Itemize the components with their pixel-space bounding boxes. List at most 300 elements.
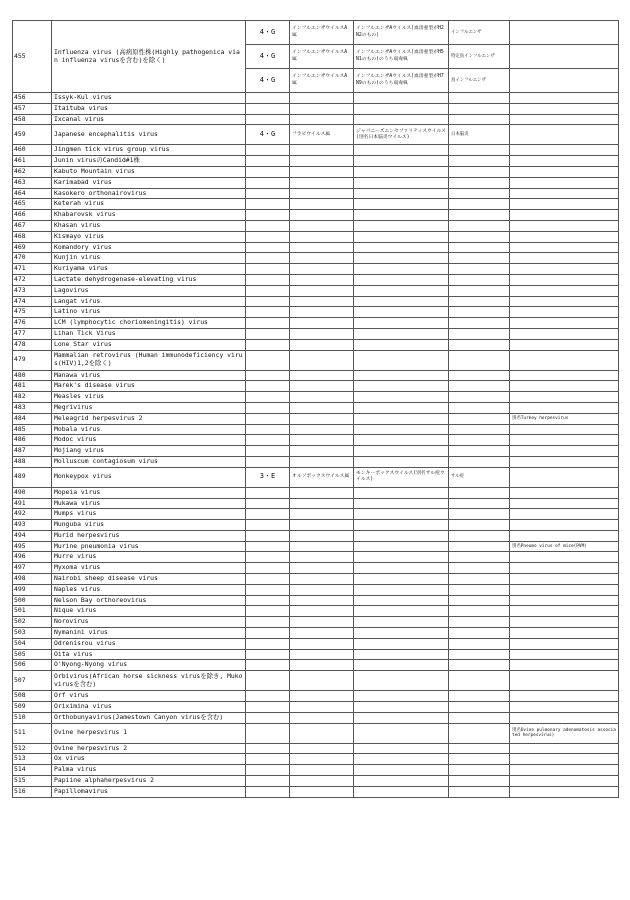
virus-name: Murre virus <box>52 552 246 563</box>
virus-species-cell <box>354 93 449 104</box>
row-number: 493 <box>13 520 52 531</box>
genus-cell <box>290 765 354 776</box>
virus-species-cell <box>354 754 449 765</box>
disease-cell <box>449 328 510 339</box>
class-cell <box>246 606 290 617</box>
row-number: 505 <box>13 649 52 660</box>
virus-name: Ixcanal virus <box>52 114 246 125</box>
table-row <box>13 210 619 221</box>
table-row <box>13 177 619 188</box>
virus-species-cell <box>354 743 449 754</box>
virus-name: Mammalian retrovirus (Human immunodeficiency virus(HIV)1,2を除く) <box>52 350 246 370</box>
note-cell <box>510 712 619 723</box>
genus-cell <box>290 318 354 329</box>
note-cell <box>510 754 619 765</box>
genus-cell <box>290 574 354 585</box>
class-cell <box>246 712 290 723</box>
table-row <box>13 628 619 639</box>
genus-cell <box>290 220 354 231</box>
note-cell <box>510 285 619 296</box>
genus-cell <box>290 114 354 125</box>
virus-name: Mopeia virus <box>52 487 246 498</box>
genus-cell <box>290 552 354 563</box>
disease-cell <box>449 392 510 403</box>
table-row <box>13 318 619 329</box>
disease-cell <box>449 103 510 114</box>
genus-cell <box>290 103 354 114</box>
note-cell <box>510 617 619 628</box>
virus-species-cell <box>354 702 449 713</box>
row-number: 469 <box>13 242 52 253</box>
note-cell <box>510 487 619 498</box>
table-row <box>13 509 619 520</box>
row-number: 509 <box>13 702 52 713</box>
genus-cell <box>290 520 354 531</box>
note-cell <box>510 69 619 93</box>
genus-cell <box>290 723 354 743</box>
virus-name: Munguba virus <box>52 520 246 531</box>
class-cell <box>246 328 290 339</box>
table-row <box>13 285 619 296</box>
disease-cell <box>449 231 510 242</box>
genus-cell <box>290 231 354 242</box>
row-number: 456 <box>13 93 52 104</box>
row-number: 486 <box>13 435 52 446</box>
virus-species-cell <box>354 595 449 606</box>
genus-cell <box>290 638 354 649</box>
virus-species-cell <box>354 617 449 628</box>
virus-name: Itaituba virus <box>52 103 246 114</box>
virus-name: Mojiang virus <box>52 446 246 457</box>
virus-name: Khabarovsk virus <box>52 210 246 221</box>
disease-cell <box>449 456 510 467</box>
row-number: 510 <box>13 712 52 723</box>
virus-name: Ovine herpesvirus 1 <box>52 723 246 743</box>
virus-species-cell <box>354 584 449 595</box>
disease-cell <box>449 584 510 595</box>
class-cell <box>246 487 290 498</box>
virus-species-cell <box>354 563 449 574</box>
class-cell <box>246 339 290 350</box>
note-cell <box>510 552 619 563</box>
genus-cell <box>290 595 354 606</box>
table-row <box>13 413 619 424</box>
note-cell <box>510 520 619 531</box>
disease-cell <box>449 413 510 424</box>
table-row <box>13 487 619 498</box>
genus-cell <box>290 487 354 498</box>
class-cell <box>246 671 290 691</box>
table-row <box>13 339 619 350</box>
class-cell <box>246 530 290 541</box>
virus-species-cell <box>354 156 449 167</box>
virus-name: Nymanini virus <box>52 628 246 639</box>
class-cell <box>246 231 290 242</box>
virus-name: Lactate dehydrogenase-elevating virus <box>52 274 246 285</box>
table-row <box>13 617 619 628</box>
note-cell <box>510 498 619 509</box>
table-row <box>13 392 619 403</box>
disease-cell: サル痘 <box>449 467 510 487</box>
virus-species-cell <box>354 296 449 307</box>
row-number: 496 <box>13 552 52 563</box>
table-row <box>13 563 619 574</box>
disease-cell <box>449 435 510 446</box>
table-row <box>13 103 619 114</box>
table-row <box>13 595 619 606</box>
table-row <box>13 328 619 339</box>
virus-name: Japanese encephalitis virus <box>52 125 246 145</box>
virus-species-cell <box>354 264 449 275</box>
note-cell <box>510 435 619 446</box>
table-row <box>13 274 619 285</box>
table-row <box>13 220 619 231</box>
class-cell <box>246 723 290 743</box>
table-row <box>13 552 619 563</box>
disease-cell <box>449 541 510 552</box>
virus-name: Nairobi sheep disease virus <box>52 574 246 585</box>
disease-cell <box>449 318 510 329</box>
note-cell <box>510 671 619 691</box>
note-cell <box>510 318 619 329</box>
genus-cell <box>290 413 354 424</box>
table-row <box>13 541 619 552</box>
disease-cell: 日本脳炎 <box>449 125 510 145</box>
note-cell <box>510 765 619 776</box>
note-cell <box>510 424 619 435</box>
row-number: 457 <box>13 103 52 114</box>
genus-cell <box>290 660 354 671</box>
genus-cell <box>290 702 354 713</box>
genus-cell: フラビウイルス属 <box>290 125 354 145</box>
note-cell <box>510 125 619 145</box>
disease-cell <box>449 339 510 350</box>
disease-cell <box>449 296 510 307</box>
row-number: 504 <box>13 638 52 649</box>
virus-name: Issyk-Kul virus <box>52 93 246 104</box>
virus-species-cell <box>354 307 449 318</box>
disease-cell <box>449 765 510 776</box>
table-row <box>13 606 619 617</box>
virus-species-cell <box>354 381 449 392</box>
virus-name: Papillomavirus <box>52 786 246 797</box>
disease-cell <box>449 274 510 285</box>
disease-cell <box>449 253 510 264</box>
table-row <box>13 712 619 723</box>
virus-name: Nelson Bay orthoreovirus <box>52 595 246 606</box>
genus-cell <box>290 264 354 275</box>
table-row <box>13 370 619 381</box>
note-cell <box>510 350 619 370</box>
table-row <box>13 253 619 264</box>
virus-name: Influenza virus (高病原性株(Highly pathogenica vian influenza virusを含む)を除く) <box>52 21 246 93</box>
virus-species-cell <box>354 274 449 285</box>
row-number: 491 <box>13 498 52 509</box>
note-cell <box>510 509 619 520</box>
note-cell <box>510 210 619 221</box>
genus-cell <box>290 339 354 350</box>
disease-cell <box>449 402 510 413</box>
note-cell <box>510 467 619 487</box>
virus-species-cell: インフルエンザAウイルス(血清亜型がH7N9のもの)のうち弱毒株 <box>354 69 449 93</box>
virus-species-cell <box>354 166 449 177</box>
virus-name: Kuriyama virus <box>52 264 246 275</box>
note-cell <box>510 446 619 457</box>
table-row <box>13 765 619 776</box>
virus-species-cell <box>354 498 449 509</box>
note-cell <box>510 45 619 69</box>
virus-species-cell: インフルエンザAウイルス(血清亜型がH5N1のもの)のうち弱毒株 <box>354 45 449 69</box>
virus-species-cell <box>354 220 449 231</box>
disease-cell: 特定鳥インフルエンザ <box>449 45 510 69</box>
table-row <box>13 786 619 797</box>
note-cell: 別名Pneumo virus of mice(PVM) <box>510 541 619 552</box>
note-cell <box>510 563 619 574</box>
virus-species-cell <box>354 530 449 541</box>
row-number: 485 <box>13 424 52 435</box>
genus-cell <box>290 274 354 285</box>
virus-name: Latino virus <box>52 307 246 318</box>
disease-cell <box>449 220 510 231</box>
virus-name: Palma virus <box>52 765 246 776</box>
table-row <box>13 188 619 199</box>
genus-cell <box>290 145 354 156</box>
disease-cell <box>449 145 510 156</box>
virus-name: Manawa virus <box>52 370 246 381</box>
class-cell <box>246 370 290 381</box>
genus-cell <box>290 754 354 765</box>
class-cell <box>246 660 290 671</box>
class-cell <box>246 498 290 509</box>
note-cell <box>510 188 619 199</box>
virus-species-cell <box>354 446 449 457</box>
table-row <box>13 584 619 595</box>
class-cell <box>246 307 290 318</box>
class-cell <box>246 264 290 275</box>
genus-cell <box>290 435 354 446</box>
note-cell <box>510 574 619 585</box>
table-row <box>13 156 619 167</box>
class-cell <box>246 743 290 754</box>
row-number: 480 <box>13 370 52 381</box>
disease-cell <box>449 552 510 563</box>
virus-name: Ox virus <box>52 754 246 765</box>
class-cell <box>246 541 290 552</box>
class-cell: 4・G <box>246 69 290 93</box>
note-cell <box>510 649 619 660</box>
disease-cell <box>449 754 510 765</box>
class-cell <box>246 563 290 574</box>
virus-name: Papiine alphaherpesvirus 2 <box>52 776 246 787</box>
virus-name: Junin virusのCandid#1株 <box>52 156 246 167</box>
genus-cell <box>290 498 354 509</box>
class-cell <box>246 446 290 457</box>
disease-cell <box>449 307 510 318</box>
note-cell <box>510 231 619 242</box>
row-number: 516 <box>13 786 52 797</box>
virus-name: Oita virus <box>52 649 246 660</box>
virus-name: Karimabad virus <box>52 177 246 188</box>
virus-species-cell <box>354 776 449 787</box>
genus-cell <box>290 370 354 381</box>
virus-name: LCM (lymphocytic choriomeningitis) virus <box>52 318 246 329</box>
virus-species-cell <box>354 231 449 242</box>
virus-species-cell <box>354 487 449 498</box>
class-cell <box>246 242 290 253</box>
virus-species-cell <box>354 660 449 671</box>
virus-name: Orthobunyavirus(Jamestown Canyon virusを含む) <box>52 712 246 723</box>
document-page <box>12 20 618 798</box>
virus-species-cell <box>354 712 449 723</box>
class-cell: 4・G <box>246 21 290 45</box>
genus-cell <box>290 649 354 660</box>
class-cell <box>246 424 290 435</box>
table-row <box>13 530 619 541</box>
disease-cell <box>449 93 510 104</box>
class-cell <box>246 253 290 264</box>
row-number: 484 <box>13 413 52 424</box>
row-number: 474 <box>13 296 52 307</box>
virus-name: Komandory virus <box>52 242 246 253</box>
table-row <box>13 166 619 177</box>
class-cell <box>246 786 290 797</box>
table-row <box>13 435 619 446</box>
virus-species-cell <box>354 210 449 221</box>
row-number: 473 <box>13 285 52 296</box>
disease-cell <box>449 370 510 381</box>
genus-cell <box>290 606 354 617</box>
class-cell <box>246 520 290 531</box>
table-row <box>13 242 619 253</box>
virus-table <box>12 20 619 798</box>
genus-cell <box>290 253 354 264</box>
note-cell <box>510 370 619 381</box>
table-row <box>13 723 619 743</box>
class-cell <box>246 691 290 702</box>
virus-name: Ovine herpesvirus 2 <box>52 743 246 754</box>
class-cell: 3・E <box>246 467 290 487</box>
table-row <box>13 498 619 509</box>
virus-species-cell <box>354 177 449 188</box>
virus-species-cell <box>354 765 449 776</box>
class-cell <box>246 765 290 776</box>
table-row <box>13 660 619 671</box>
genus-cell: インフルエンザウイルスA属 <box>290 45 354 69</box>
disease-cell <box>449 743 510 754</box>
note-cell <box>510 242 619 253</box>
genus-cell <box>290 93 354 104</box>
disease-cell <box>449 786 510 797</box>
note-cell <box>510 156 619 167</box>
class-cell <box>246 210 290 221</box>
virus-species-cell <box>354 402 449 413</box>
table-row <box>13 145 619 156</box>
disease-cell <box>449 114 510 125</box>
virus-species-cell <box>354 328 449 339</box>
disease-cell <box>449 595 510 606</box>
note-cell <box>510 702 619 713</box>
row-number: 483 <box>13 402 52 413</box>
class-cell <box>246 509 290 520</box>
table-row <box>13 424 619 435</box>
genus-cell <box>290 402 354 413</box>
virus-name: Modoc virus <box>52 435 246 446</box>
disease-cell <box>449 242 510 253</box>
virus-name: Kasokero orthonairovirus <box>52 188 246 199</box>
row-number: 492 <box>13 509 52 520</box>
row-number: 506 <box>13 660 52 671</box>
disease-cell <box>449 424 510 435</box>
genus-cell <box>290 210 354 221</box>
table-row <box>13 649 619 660</box>
class-cell <box>246 702 290 713</box>
note-cell <box>510 274 619 285</box>
table-row <box>13 743 619 754</box>
virus-species-cell <box>354 370 449 381</box>
note-cell <box>510 199 619 210</box>
virus-species-cell <box>354 253 449 264</box>
table-row <box>13 691 619 702</box>
disease-cell <box>449 199 510 210</box>
virus-species-cell: モンキーポックスウイルス(別名サル痘ウイルス) <box>354 467 449 487</box>
table-row <box>13 702 619 713</box>
row-number: 478 <box>13 339 52 350</box>
note-cell: 別名Ovine pulmonary adenomatosis associated herpesvirus) <box>510 723 619 743</box>
class-cell <box>246 103 290 114</box>
row-number: 502 <box>13 617 52 628</box>
virus-name: Keterah virus <box>52 199 246 210</box>
row-number: 488 <box>13 456 52 467</box>
table-row <box>13 776 619 787</box>
virus-name: Orf virus <box>52 691 246 702</box>
genus-cell <box>290 307 354 318</box>
row-number: 511 <box>13 723 52 743</box>
virus-name: Jingmen tick virus group virus <box>52 145 246 156</box>
virus-species-cell <box>354 552 449 563</box>
table-row <box>13 114 619 125</box>
disease-cell <box>449 617 510 628</box>
disease-cell <box>449 210 510 221</box>
disease-cell <box>449 285 510 296</box>
virus-species-cell <box>354 638 449 649</box>
table-row <box>13 21 619 45</box>
row-number: 468 <box>13 231 52 242</box>
class-cell <box>246 296 290 307</box>
virus-species-cell <box>354 541 449 552</box>
virus-species-cell <box>354 671 449 691</box>
row-number: 476 <box>13 318 52 329</box>
class-cell <box>246 628 290 639</box>
genus-cell <box>290 776 354 787</box>
note-cell <box>510 392 619 403</box>
note-cell <box>510 93 619 104</box>
class-cell <box>246 552 290 563</box>
table-row <box>13 307 619 318</box>
note-cell <box>510 264 619 275</box>
note-cell <box>510 456 619 467</box>
virus-species-cell <box>354 199 449 210</box>
class-cell <box>246 584 290 595</box>
genus-cell <box>290 381 354 392</box>
row-number: 495 <box>13 541 52 552</box>
class-cell <box>246 402 290 413</box>
genus-cell <box>290 563 354 574</box>
genus-cell: オルソポックスウイルス属 <box>290 467 354 487</box>
disease-cell <box>449 702 510 713</box>
note-cell <box>510 606 619 617</box>
genus-cell: インフルエンザウイルスA属 <box>290 21 354 45</box>
class-cell <box>246 617 290 628</box>
